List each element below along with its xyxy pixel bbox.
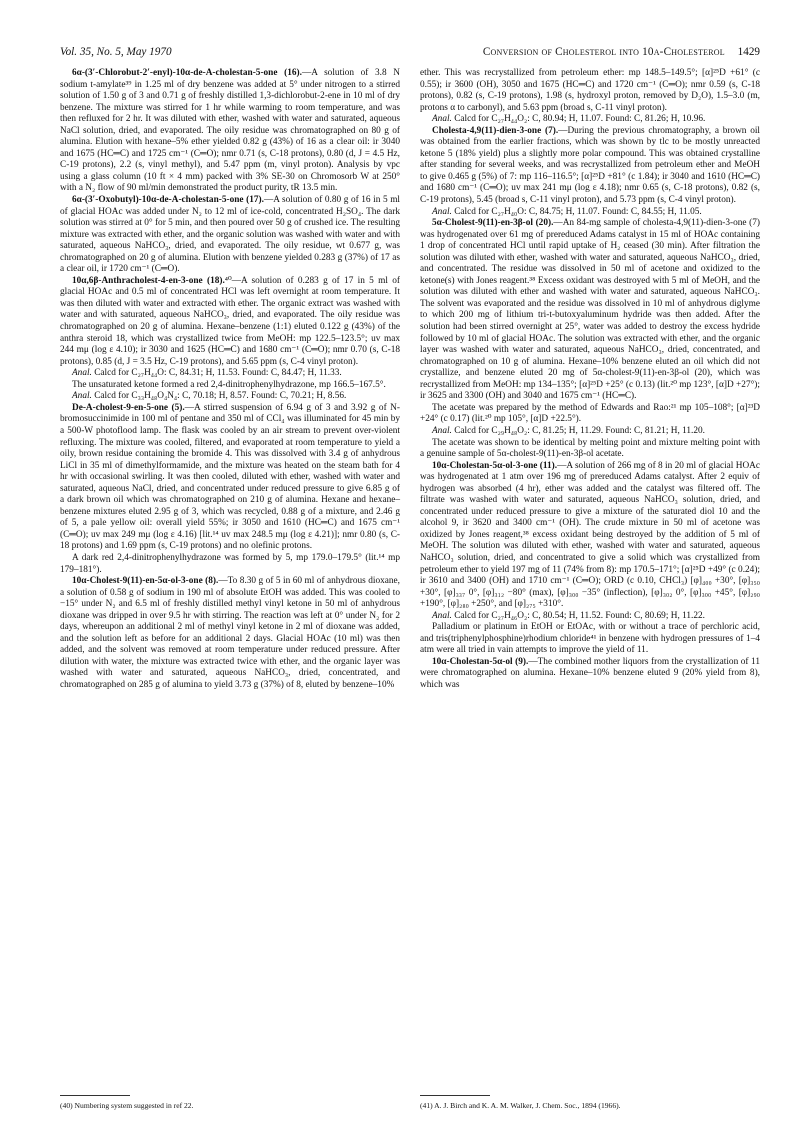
paragraph [60, 195, 400, 276]
paragraph-text: ether. This was recrystallized from petroleum ether: mp 148.5–149.5°; [α]²⁵D +61° (c 0.55); ir 3600 (OH), 3050 and 1675 (HC═C) and 1720 cm⁻¹ (C═O); nmr 0.59 (s, C-18 protons), 0.82 (s, C-19 protons), 1.98 (s, hydroxyl proton, removed by D₂O), 1.5–3.0 (m, protons α to carbonyl), and 5.63 ppm (broad s, C-11 vinyl proton). [420, 68, 760, 113]
compound-heading: 6α-(3′-Oxobutyl)-10α-de-A-cholestan-5-one (17). [72, 195, 264, 206]
paragraph [420, 114, 760, 126]
footnote-rule-right [420, 1095, 490, 1096]
paragraph [420, 657, 760, 692]
paragraph-text: Calcd for C₂₇H₄₆O₂: C, 80.54; H, 11.52. Found: C, 80.69; H, 11.22. [451, 610, 705, 621]
compound-heading: 10α,6β-Anthracholest-4-en-3-one (18). [72, 275, 225, 286]
paragraph-text: Calcd for C₂₉H₄₈O₂: C, 81.25; H, 11.29. Found: C, 81.21; H, 11.20. [451, 425, 705, 436]
paragraph-text: —The combined mother liquors from the crystallization of 11 were chromatographed on alumina. Hexane–10% benzene eluted 9 (20% yield from 8), which was [420, 656, 761, 690]
paragraph [420, 68, 760, 114]
left-column [60, 68, 400, 692]
paragraph [60, 391, 400, 403]
paragraph-text: ⁴⁰—A solution of 0.283 g of 17 in 5 ml of glacial HOAc and 0.5 ml of concentrated HCl was left overnight at room temperature. It was then diluted with water and extracted with ether. The organic extract was washed with water and with saturated, aqueous NaHCO₃, dried, and evaporated. The oily residue was chromatographed on 20 g of alumina. Hexane–benzene (1:1) eluted 0.122 g (43%) of the anthra steroid 18, which was crystallized twice from MeOH: mp 122.5–123.5°; uv max 244 mμ (log ε 4.10); ir 3030 and 1625 (HC═C) and 1680 cm⁻¹ (C═O); nmr 0.70 (s, C-18 protons), 0.85 (d, J = 3.5 Hz, C-19 protons), and 5.65 ppm (s, C-4 vinyl proton). [60, 275, 400, 367]
analysis-label: Anal. [432, 114, 452, 125]
footnote-40: (40) Numbering system suggested in ref 22. [60, 1101, 194, 1110]
paragraph [420, 207, 760, 219]
paragraph [420, 438, 760, 461]
paragraph-text: The unsaturated ketone formed a red 2,4-dinitrophenylhydrazone, mp 166.5–167.5°. [72, 379, 386, 390]
analysis-label: Anal. [72, 368, 92, 379]
analysis-label: Anal. [432, 425, 452, 436]
paragraph-text: Palladium or platinum in EtOH or EtOAc, with or without a trace of perchloric acid, and tris(triphenylphosphine)rhodium chloride⁴¹ in benzene with hydrogen pressures of 1–4 atm were all tried in vain attempts to improve the yield of 11. [420, 622, 760, 656]
paragraph-text: —A stirred suspension of 6.94 g of 3 and 3.92 g of N-bromosuccinimide in 100 ml of pentane and 350 ml of CCl₄ was illuminated for 45 min by a 500-W photoflood lamp. The flask was cooled by an air stream to prevent over-violent refluxing. The mixture was cooled, filtered, and evaporated at room temperature to yield a oily, brown residue containing the bromide 4. This was dissolved with 3.4 g of anhydrous LiCl in 35 ml of dimethylformamide, and the mixture was heated on the steam bath for 4 hr with occasional swirling. It was then cooled, diluted with ether, washed with water and saturated, aqueous NaCl, dried, and concentrated under reduced pressure to give 6.85 g of a dark brown oil which was chromatographed on 210 g of alumina. Hexane and hexane–benzene mixtures eluted 2.95 g of 3, which was recycled, 0.88 g of a mixture, and 2.46 g of 5, a pale yellow oil: overall yield 55%; ir 3050 and 1610 (HC═C) and 1675 cm⁻¹ (C═O); uv max 249 mμ (log ε 4.16) [lit.¹⁴ uv max 248.5 mμ (log ε 4.21)]; nmr 0.80 (s, C-18 protons) and 1.69 ppm (s, C-19 protons) and no olefinic protons. [60, 402, 400, 552]
compound-heading: 10α-Cholestan-5α-ol-3-one (11). [432, 460, 558, 471]
paragraph [420, 461, 760, 611]
paragraph [60, 553, 400, 576]
compound-heading: De-A-cholest-9-en-5-one (5). [72, 402, 185, 413]
running-header [60, 46, 760, 68]
paragraph-text: The acetate was shown to be identical by melting point and mixture melting point with a genuine sample of 5α-cholest-9(11)-en-3β-ol acetate. [420, 437, 760, 460]
paragraph-text: A dark red 2,4-dinitrophenylhydrazone was formed by 5, mp 179.0–179.5° (lit.¹⁴ mp 179–181°). [60, 552, 400, 575]
paragraph-text: —To 8.30 g of 5 in 60 ml of anhydrous dioxane, a solution of 0.58 g of sodium in 190 ml of absolute EtOH was added. This was cooled to −15° under N₂ and 6.5 ml of freshly distilled methyl vinyl ketone in 50 ml of anhydrous dioxane was dripped in over 9.5 hr with stirring. The reaction was left at 0° under N₂ for 2 days, whereupon an additional 2 ml of methyl vinyl ketone in 2 ml of dioxane was added, and the solution left as before for an additional 2 days. Glacial HOAc (10 ml) was then added, and the solvent was removed at room temperature under reduced pressure. After dilution with water, the mixture was extracted twice with ether, and the organic layer was washed with water and saturated, aqueous NaHCO₃, dried, concentrated, and chromatographed on 285 g of alumina to yield 3.73 g (37%) of 8, eluted by benzene–10% [60, 576, 400, 690]
header-right [483, 46, 760, 58]
paragraph [420, 611, 760, 623]
paragraph-text: —A solution of 3.8 N sodium t-amylate³⁹ in 1.25 ml of dry benzene was added at 5° under nitrogen to a stirred solution of 1.50 g of 3 and 0.71 g of freshly distilled 1,3-dichlorobut-2-ene in 10 ml of dry benzene. The mixture was stirred for 1 hr while warming to room temperature, and was then refluxed for 2 hr. It was diluted with ether, washed with water and saturated, aqueous NaCl solution, dried, and evaporated. The oily residue was chromatographed on 80 g of alumina. Elution with hexane–5% ether yielded 0.82 g (43%) of 16 as a clear oil: ir 3040 and 1675 (HC═C) and 1725 cm⁻¹ (C═O); nmr 0.71 (s, C-18 protons), 0.80 (d, J = 4.5 Hz, C-19 protons), 2.2 (s, vinyl methyl), and 5.47 ppm (m, vinyl proton). Analysis by vpc using a glass column (10 ft × 4 mm) packed with 3% SE-30 on Chromosorb W at 250° with a N₂ flow of 90 ml/min demonstrated the product purity, tR 13.5 min. [60, 68, 400, 194]
paragraph [60, 276, 400, 368]
journal-page [60, 46, 760, 1116]
paragraph [420, 403, 760, 426]
paragraph-text: —A solution of 0.80 g of 16 in 5 ml of glacial HOAc was added under N₂ to 12 ml of ice-cold, concentrated H₂SO₄. The dark solution was stirred at 0° for 5 min, and then poured over 50 g of crushed ice. The resulting mixture was extracted with ether, and the organic solution was washed with water and with saturated, aqueous NaHCO₃, dried, and evaporated. The oily residue, wt 0.677 g, was chromatographed on 20 g of alumina. Elution with benzene yielded 0.283 g (37%) of 17 as a clear oil, ir 1720 cm⁻¹ (C═O). [60, 195, 401, 275]
paragraph [60, 403, 400, 553]
footnote-41: (41) A. J. Birch and K. A. M. Walker, J. Chem. Soc., 1894 (1966). [420, 1101, 621, 1110]
paragraph [60, 380, 400, 392]
paragraph [60, 368, 400, 380]
paragraph [420, 218, 760, 403]
page-number: 1429 [737, 46, 760, 58]
journal-volume-info: Vol. 35, No. 5, May 1970 [60, 46, 172, 58]
paragraph-text: —An 84-mg sample of cholesta-4,9(11)-dien-3-one (7) was hydrogenated over 61 mg of prereduced Adams catalyst in 15 ml of HOAc containing 1 drop of concentrated HCl until rapid uptake of H₂ ceased (30 min). After filtration the solution was diluted with ether, washed with water and saturated, aqueous NaHCO₃, dried, and concentrated. The residue was dissolved in 50 ml of acetone and oxidized to the ketone(s) with Jones reagent.³⁸ Excess oxidant was destroyed with 5 ml of MeOH, and the solution was diluted with ether and washed with water and saturated, aqueous NaHCO₃. The solvent was evaporated and the residue was dissolved in 10 ml of anhydrous diglyme to which 200 mg of lithium tri-t-butoxyaluminum hydride was then added. After the solution had been stirred overnight at 25°, water was added to destroy the excess hydride followed by 10 ml of glacial HOAc. The solution was extracted with ether, and the organic layer was washed with water and saturated, aqueous NaHCO₃, dried, concentrated, and chromatographed on 10 g of alumina. Hexane–10% benzene eluted an oil which did not crystallize, and benzene eluted 20 mg of 5α-cholest-9(11)-en-3β-ol (20), which was recrystallized from MeOH: mp 134–135°; [α]²⁵D +25° (c 0.13) (lit.²⁰ mp 123°, [α]D +27°); ir 3625 and 3300 (OH) and 3040 and 1675 cm⁻¹ (HC═C). [420, 218, 760, 402]
compound-heading: 10α-Cholest-9(11)-en-5α-ol-3-one (8). [72, 576, 219, 587]
paragraph-text: —During the previous chromatography, a brown oil was obtained from the earlier fractions, which was shown by tlc to be mostly unreacted ketone 5 (18% yield) plus a slightly more polar compound. This was obtained crystalline after standing for several weeks, and was recrystallized from petroleum ether and MeOH to give 0.465 g (5%) of 7: mp 116–116.5°; [α]²⁵D +81° (c 1.84); ir 3040 and 1610 (HC═C) and 1680 cm⁻¹ (C═O); uv max 241 mμ (log ε 4.18); nmr 0.65 (s, C-18 protons), 0.82 (s, C-19 protons), 5.45 (broad s, C-11 vinyl proton), and 5.73 ppm (s, C-4 vinyl proton). [420, 125, 761, 206]
paragraph-text: Calcd for C₂₇H₄₀O: C, 84.75; H, 11.07. Found: C, 84.55; H, 11.05. [451, 206, 702, 217]
running-title: Conversion of Cholesterol into 10α-Cholesterol [482, 46, 725, 58]
analysis-label: Anal. [432, 610, 452, 621]
paragraph [420, 426, 760, 438]
compound-heading: 10α-Cholestan-5α-ol (9). [432, 656, 529, 667]
compound-heading: Cholesta-4,9(11)-dien-3-one (7). [432, 125, 559, 136]
paragraph-text: —A solution of 266 mg of 8 in 20 ml of glacial HOAc was hydrogenated at 1 atm over 196 mg of prereduced Adams catalyst. After 2 equiv of hydrogen was absorbed (4 hr), ether was added and the catalyst was filtered off. The filtrate was washed with water and saturated, aqueous NaHCO₃ solution, dried, and concentrated under reduced pressure to give a mixture of the saturated diol 10 and the alcohol 9, ir 3620 and 3400 cm⁻¹ (OH). The crude mixture in 50 ml of acetone was oxidized by Jones reagent,³⁸ excess oxidant being destroyed by the addition of 5 ml of MeOH. The solution was diluted with ether, washed with water and saturated, aqueous NaHCO₃ solution, dried, and concentrated to give a solid which was crystallized from petroleum ether to yield 197 mg of 11 (74% from 8): mp 170.5–171°; [α]²⁵D +49° (c 0.24); ir 3610 and 3400 (OH) and 1710 cm⁻¹ (C═O); ORD (c 0.10, CHCl₃) [φ]₄₀₀ +30°, [φ]₃₅₀ +30°, [φ]₃₃₇ 0°, [φ]₃₁₂ −80° (max), [φ]₃₀₀ −35° (inflection), [φ]₃₀₂ 0°, [φ]₃₀₀ +45°, [φ]₂₉₀ +190°, [φ]₂₈₀ +250°, and [φ]₂₇₅ +310°. [420, 460, 760, 610]
paragraph-text: The acetate was prepared by the method of Edwards and Rao:²¹ mp 105–108°; [α]²³D +24° (c 0.17) (lit.²⁰ mp 105°, [α]D +22.5°). [420, 402, 760, 425]
right-column [420, 68, 760, 692]
paragraph [420, 126, 760, 207]
paragraph-text: Calcd for C₂₇H₄₄O₂: C, 80.94; H, 11.07. Found: C, 81.26; H, 10.96. [451, 114, 706, 125]
paragraph [60, 68, 400, 195]
paragraph [60, 576, 400, 691]
analysis-label: Anal. [72, 391, 92, 402]
compound-heading: 6α-(3′-Chlorobut-2′-enyl)-10α-de-A-cholestan-5-one (16). [72, 68, 302, 78]
analysis-label: Anal. [432, 206, 452, 217]
footnote-rule-left [60, 1095, 130, 1096]
paragraph-text: Calcd for C₂₇H₄₄O: C, 84.31; H, 11.53. Found: C, 84.47; H, 11.33. [91, 368, 342, 379]
paragraph [420, 622, 760, 657]
paragraph-text: Calcd for C₃₃H₄₈O₄N₄: C, 70.18; H, 8.57. Found: C, 70.21; H, 8.56. [91, 391, 347, 402]
compound-heading: 5α-Cholest-9(11)-en-3β-ol (20). [432, 218, 554, 229]
